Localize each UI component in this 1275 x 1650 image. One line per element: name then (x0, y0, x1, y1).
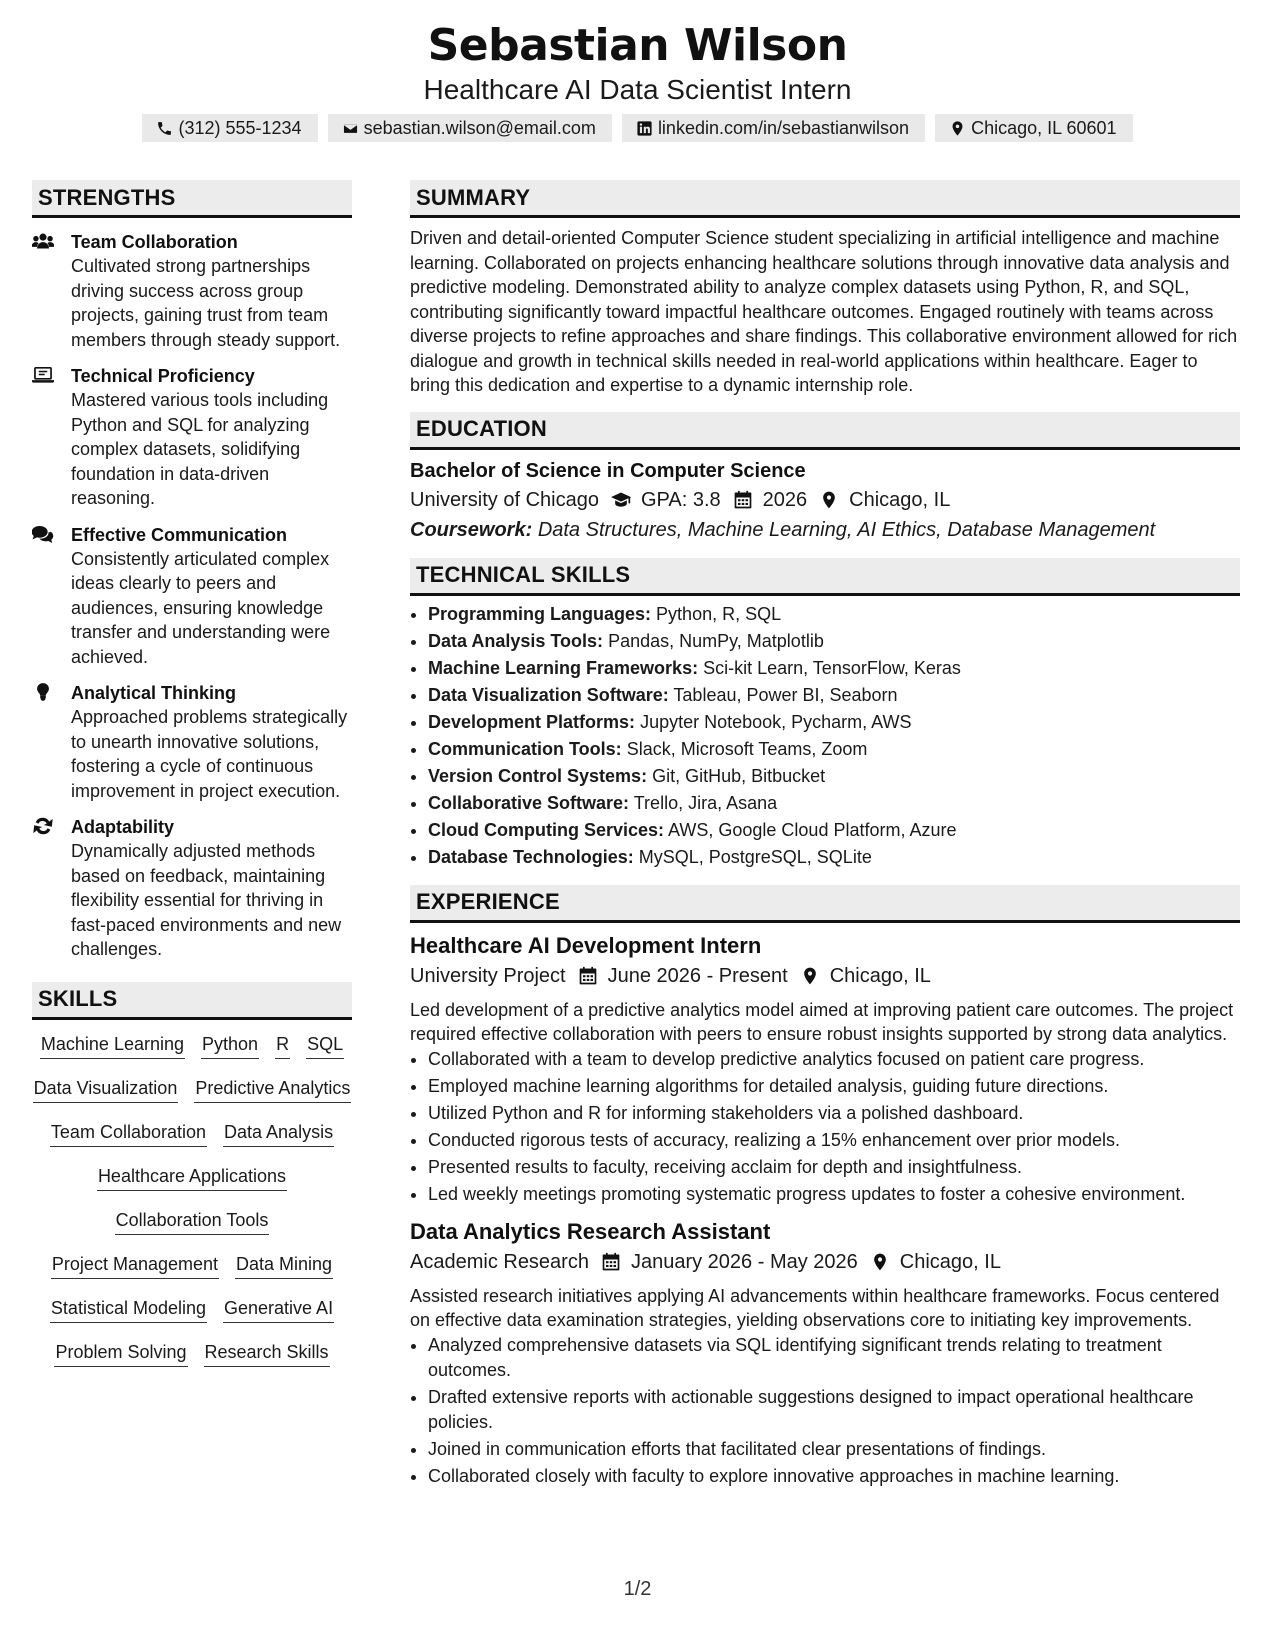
list-item (428, 817, 1240, 844)
tech-skill-value: Jupyter Notebook, Pycharm, AWS (640, 711, 912, 732)
list-item: • Conducted rigorous tests of accuracy, realizing a 15% enhancement over prior models. (428, 1128, 1240, 1153)
skill-tag: Machine Learning (40, 1032, 185, 1059)
job-entry (410, 1219, 1240, 1489)
list-item (428, 682, 1240, 709)
contact-phone-text: (312) 555-1234 (178, 117, 302, 138)
users-icon (32, 232, 56, 252)
job-location: Chicago, IL (899, 1250, 1001, 1273)
map-pin-icon (800, 966, 820, 986)
tech-skill-label: Database Technologies: (428, 846, 634, 867)
coursework-line (410, 519, 1240, 542)
list-item: • Employed machine learning algorithms for detailed analysis, guiding future directions. (428, 1074, 1240, 1099)
job-dates: June 2026 - Present (607, 964, 788, 987)
envelope-icon (342, 120, 359, 137)
strength-item (32, 230, 352, 352)
skill-tag: Predictive Analytics (194, 1076, 351, 1103)
list-item (428, 709, 1240, 736)
strength-title: Technical Proficiency (71, 366, 255, 386)
skill-tag: Team Collaboration (50, 1120, 207, 1147)
skill-tag: Healthcare Applications (97, 1164, 287, 1191)
right-column (410, 180, 1240, 1491)
tech-skill-value: Python, R, SQL (656, 603, 782, 624)
list-item: • Drafted extensive reports with actionable suggestions designed to impact operational healthcare policies. (428, 1385, 1240, 1435)
skills-list (32, 1032, 352, 1367)
strength-title: Analytical Thinking (71, 683, 237, 703)
sync-icon (32, 817, 56, 837)
tech-skill-label: Collaborative Software: (428, 792, 630, 813)
education-meta (410, 489, 1240, 512)
strength-item (32, 523, 352, 670)
strength-item (32, 681, 352, 803)
gpa-text: GPA: 3.8 (640, 488, 721, 511)
strength-title: Team Collaboration (71, 232, 238, 252)
lightbulb-icon (32, 683, 56, 703)
tech-skill-value: Tableau, Power BI, Seaborn (673, 684, 898, 705)
graduation-year: 2026 (762, 488, 808, 511)
tech-skill-value: AWS, Google Cloud Platform, Azure (668, 819, 957, 840)
contact-linkedin[interactable] (622, 114, 925, 142)
tech-skill-value: MySQL, PostgreSQL, SQLite (638, 846, 872, 867)
left-column (32, 180, 352, 1367)
list-item (428, 736, 1240, 763)
contact-email-text: sebastian.wilson@email.com (363, 117, 596, 138)
calendar-icon (733, 490, 753, 510)
tech-skill-value: Sci-kit Learn, TensorFlow, Keras (703, 657, 961, 678)
job-description: Assisted research initiatives applying AI advancements within healthcare frameworks. Focus centered on effective data examination strategies, yielding observations core to initiating key improvements. (410, 1285, 1220, 1330)
coursework-list: Data Structures, Machine Learning, AI Ethics, Database Management (537, 518, 1156, 541)
list-item (428, 790, 1240, 817)
skill-tag: Statistical Modeling (50, 1296, 207, 1323)
phone-icon (156, 120, 173, 137)
list-item (428, 763, 1240, 790)
job-description: Led development of a predictive analytics model aimed at improving patient care outcomes. The project required effective collaboration with peers to ensure robust insights supported by strong data analytics. (410, 999, 1234, 1044)
summary-heading: SUMMARY (410, 180, 1240, 218)
job-dates: January 2026 - May 2026 (630, 1250, 858, 1273)
tech-skill-value: Git, GitHub, Bitbucket (652, 765, 826, 786)
tech-skill-label: Cloud Computing Services: (428, 819, 665, 840)
school-name: University of Chicago (410, 488, 599, 511)
technical-skills-heading: TECHNICAL SKILLS (410, 558, 1240, 596)
job-bullets (410, 1333, 1240, 1489)
contact-linkedin-text: linkedin.com/in/sebastianwilson (657, 117, 910, 138)
list-item: • Collaborated closely with faculty to explore innovative approaches in machine learning. (428, 1464, 1240, 1489)
skill-tag: Project Management (51, 1252, 219, 1279)
comments-icon (32, 525, 56, 545)
list-item: • Presented results to faculty, receiving acclaim for depth and insightfulness. (428, 1155, 1240, 1180)
job-org: University Project (410, 964, 566, 987)
tech-skill-label: Data Visualization Software: (428, 684, 669, 705)
skill-tag: R (275, 1032, 290, 1059)
strength-item (32, 364, 352, 511)
skill-tag: Data Visualization (33, 1076, 179, 1103)
strength-desc: Cultivated strong partnerships driving success across group projects, gaining trust from team members through steady support. (71, 256, 341, 350)
tech-skill-label: Development Platforms: (428, 711, 636, 732)
map-pin-icon (819, 490, 839, 510)
list-item: • Led weekly meetings promoting systematic progress updates to foster a cohesive environment. (428, 1182, 1240, 1207)
list-item: • Analyzed comprehensive datasets via SQL identifying significant trends relating to treatment outcomes. (428, 1333, 1240, 1383)
summary-text: Driven and detail-oriented Computer Science student specializing in artificial intelligence and machine learning. Collaborated on projects enhancing healthcare solutions through innovative data analysis and predictive modeling. Demonstrated ability to analyze complex datasets using Python, R, and SQL, contributing significantly toward impactful healthcare outcomes. Engaged routinely with teams across diverse projects to refine approaches and share findings. This collaborative environment allowed for rich dialogue and growth in technical skills needed in real-world applications within healthcare. Eager to bring this dedication and expertise to a dynamic internship role. (410, 228, 1238, 395)
skill-tag: Research Skills (204, 1340, 330, 1367)
technical-skills-list (410, 601, 1240, 871)
strengths-heading: STRENGTHS (32, 180, 352, 218)
list-item (428, 844, 1240, 871)
strength-desc: Dynamically adjusted methods based on feedback, maintaining flexibility essential for thriving in fast-paced environments and new challenges. (71, 841, 342, 959)
list-item: • Collaborated with a team to develop predictive analytics focused on patient care progress. (428, 1047, 1240, 1072)
strength-desc: Mastered various tools including Python and SQL for analyzing complex datasets, solidifying foundation in data-driven reasoning. (71, 390, 329, 508)
job-meta (410, 1251, 1240, 1274)
skill-tag: Collaboration Tools (115, 1208, 270, 1235)
tech-skill-label: Machine Learning Frameworks: (428, 657, 699, 678)
skill-tag: Generative AI (223, 1296, 334, 1323)
skill-tag: Python (201, 1032, 259, 1059)
laptop-icon (32, 366, 56, 386)
tech-skill-label: Data Analysis Tools: (428, 630, 604, 651)
strength-item (32, 815, 352, 962)
candidate-title: Healthcare AI Data Scientist Intern (423, 74, 852, 105)
education-location: Chicago, IL (849, 488, 951, 511)
strength-title: Adaptability (71, 817, 175, 837)
tech-skill-label: Programming Languages: (428, 603, 652, 624)
strength-desc: Consistently articulated complex ideas clearly to peers and audiences, ensuring knowledge transfer and understanding were achieved. (71, 548, 331, 667)
contact-phone[interactable] (142, 114, 317, 142)
contact-email[interactable] (328, 114, 612, 142)
skill-tag: Data Mining (235, 1252, 333, 1279)
job-title: Healthcare AI Development Intern (410, 932, 762, 958)
skills-heading: SKILLS (32, 982, 352, 1020)
page-number: 1/2 (623, 1578, 652, 1600)
calendar-icon (601, 1252, 621, 1272)
contact-location-text: Chicago, IL 60601 (971, 117, 1117, 138)
graduation-cap-icon (611, 490, 631, 510)
job-org: Academic Research (410, 1250, 589, 1273)
tech-skill-value: Pandas, NumPy, Matplotlib (608, 630, 824, 651)
job-entry (410, 933, 1240, 1207)
contact-bar (0, 114, 1275, 142)
job-title: Data Analytics Research Assistant (410, 1218, 771, 1244)
linkedin-icon (636, 120, 653, 137)
strength-title: Effective Communication (71, 524, 288, 545)
degree-title: Bachelor of Science in Computer Science (410, 459, 806, 482)
coursework-label: Coursework: (410, 518, 533, 541)
list-item: • Joined in communication efforts that facilitated clear presentations of findings. (428, 1437, 1240, 1462)
job-meta (410, 965, 1240, 988)
contact-location (935, 114, 1132, 142)
experience-heading: EXPERIENCE (410, 885, 1240, 923)
education-heading: EDUCATION (410, 412, 1240, 450)
list-item (428, 655, 1240, 682)
skill-tag: SQL (306, 1032, 344, 1059)
job-location: Chicago, IL (829, 964, 931, 987)
map-pin-icon (949, 120, 966, 137)
tech-skill-label: Version Control Systems: (428, 765, 648, 786)
tech-skill-label: Communication Tools: (428, 738, 622, 759)
skill-tag: Data Analysis (223, 1120, 334, 1147)
map-pin-icon (870, 1252, 890, 1272)
candidate-name: Sebastian Wilson (427, 20, 848, 71)
list-item: • Utilized Python and R for informing stakeholders via a polished dashboard. (428, 1101, 1240, 1126)
list-item (428, 628, 1240, 655)
tech-skill-value: Slack, Microsoft Teams, Zoom (626, 738, 868, 759)
tech-skill-value: Trello, Jira, Asana (633, 792, 778, 813)
list-item (428, 601, 1240, 628)
job-bullets (410, 1047, 1240, 1207)
calendar-icon (578, 966, 598, 986)
strength-desc: Approached problems strategically to unearth innovative solutions, fostering a cycle of continuous improvement in project execution. (71, 707, 348, 801)
skill-tag: Problem Solving (54, 1340, 187, 1367)
